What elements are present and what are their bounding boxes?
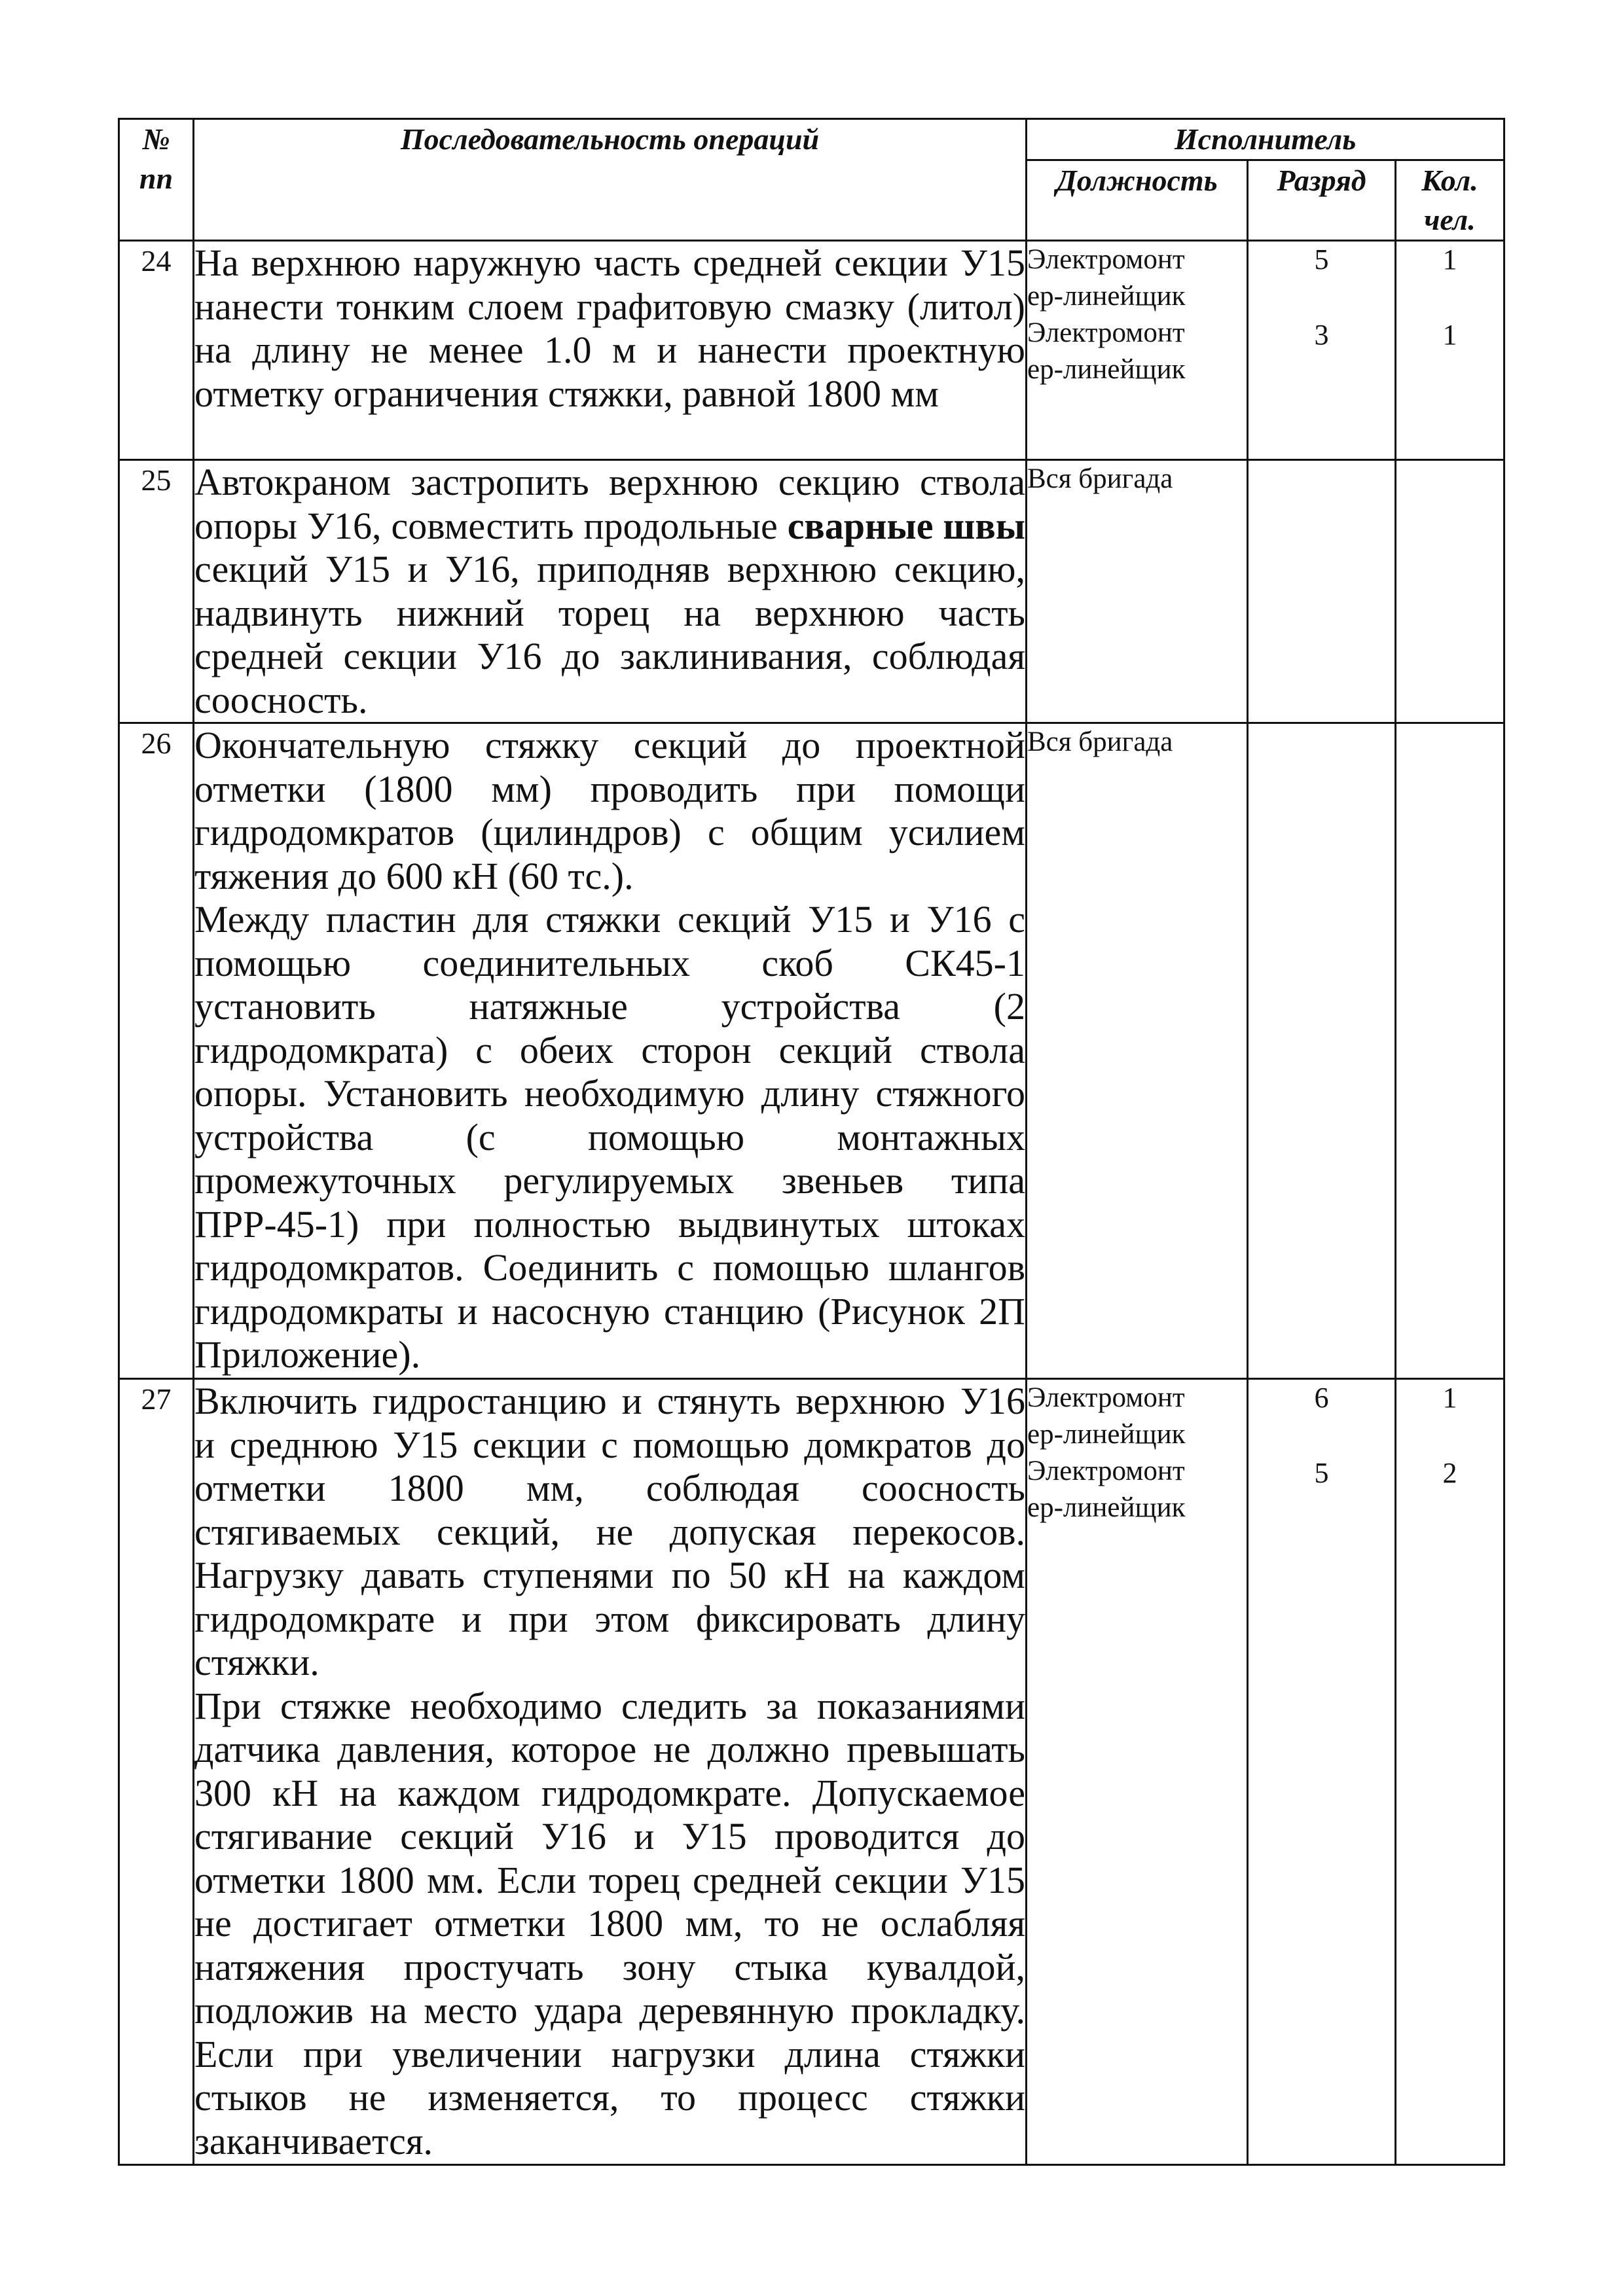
header-row-1 [119,119,1504,160]
operation-description [194,241,1027,460]
operations-table [118,118,1505,2166]
count-cell [1396,1379,1504,2165]
row-number: 24 [119,241,194,460]
count-cell [1396,460,1504,723]
table-row [119,241,1504,460]
operation-description [194,1379,1027,2165]
performer-position [1027,241,1248,460]
header-position: Должность [1027,160,1248,241]
grade-value: 3 [1314,319,1329,351]
performer-line: ер-линейщик [1027,1492,1186,1523]
performer-line: Электромонт [1027,1382,1185,1413]
performer-line: ер-линейщик [1027,1419,1186,1450]
header-num-label: № [142,122,170,156]
performer-line: ер-линейщик [1027,281,1186,312]
row-number: 25 [119,460,194,723]
count-value: 2 [1442,1457,1457,1489]
header-num [119,119,194,241]
operation-text-part: Автокраном застропить верхнюю секцию ствола опоры У16, совместить продольные [194,461,1025,547]
operation-description [194,723,1027,1379]
grade-cell [1248,723,1396,1379]
row-number: 27 [119,1379,194,2165]
header-num-sub-label: пп [139,162,173,195]
table-row [119,460,1504,723]
grade-value: 5 [1314,1457,1329,1489]
operation-paragraph: Включить гидростанцию и стянуть верхнюю У16 и среднюю У15 секции с помощью домкратов до отметки 1800 мм, соблюдая соосность стягиваемых секций, не допуская перекосов. Нагрузку давать ступенями по 50 кН на каждом гидродомкрате и при этом фиксировать длину стяжки. [194,1380,1025,1683]
performer-line: Электромонт [1027,244,1185,275]
operation-paragraph: Между пластин для стяжки секций У15 и У16 с помощью соединительных скоб СК45-1 установить натяжные устройства (2 гидродомкрата) с обеих сторон секций ствола опоры. Установить необходимую длину стяжного устройства (с помощью монтажных промежуточных регулируемых звеньев типа ПРР-45-1) при полностью выдвинутых штоках гидродомкратов. Соединить с помощью шлангов гидродомкраты и насосную станцию (Рисунок 2П Приложение). [194,898,1025,1376]
operation-text [194,461,1025,722]
count-value: 1 [1442,319,1457,351]
performer-line: Вся бригада [1027,726,1173,757]
count-value: 1 [1442,1382,1457,1414]
grade-cell [1248,241,1396,460]
operation-paragraph: Окончательную стяжку секций до проектной отметки (1800 мм) проводить при помощи гидродомкратов (цилиндров) с общим усилием тяжения до 600 кН (60 тс.). [194,724,1025,897]
header-grade: Разряд [1248,160,1396,241]
count-value: 1 [1442,243,1457,276]
performer-line: Вся бригада [1027,463,1173,494]
performer-line: Электромонт [1027,317,1185,348]
performer-line: ер-линейщик [1027,354,1186,385]
grade-value: 6 [1314,1382,1329,1414]
operation-text: На верхнюю наружную часть средней секции У15 нанести тонким слоем графитовую смазку (литол) на длину не менее 1.0 м и нанести проектную отметку ограничения стяжки, равной 1800 мм [194,242,1025,415]
header-count-sub-label: чел. [1424,203,1476,236]
header-count [1396,160,1504,241]
operation-paragraph: При стяжке необходимо следить за показаниями датчика давления, которое не должно превышать 300 кН на каждом гидродомкрате. Допускаемое стягивание секций У16 и У15 проводится до отметки 1800 мм. Если торец средней секции У15 не достигает отметки 1800 мм, то не ослабляя натяжения простучать зону стыка кувалдой, подложив на место удара деревянную прокладку. Если при увеличении нагрузки длина стяжки стыков не изменяется, то процесс стяжки заканчивается. [194,1684,1025,2162]
count-cell [1396,723,1504,1379]
operation-description [194,460,1027,723]
performer-line: Электромонт [1027,1456,1185,1486]
header-count-label: Кол. [1421,164,1478,197]
table-row [119,723,1504,1379]
count-cell [1396,241,1504,460]
performer-position [1027,1379,1248,2165]
performer-position [1027,723,1248,1379]
row-number: 26 [119,723,194,1379]
header-performer: Исполнитель [1027,119,1504,160]
operation-text-part: секций У15 и У16, приподняв верхнюю секцию, надвинуть нижний торец на верхнюю часть средней секции У16 до заклинивания, соблюдая соосность. [194,548,1025,721]
table-row [119,1379,1504,2165]
operation-text-bold: сварные швы [787,504,1025,547]
grade-value: 5 [1314,243,1329,276]
performer-position [1027,460,1248,723]
grade-cell [1248,1379,1396,2165]
header-operations: Последовательность операций [194,119,1027,241]
grade-cell [1248,460,1396,723]
